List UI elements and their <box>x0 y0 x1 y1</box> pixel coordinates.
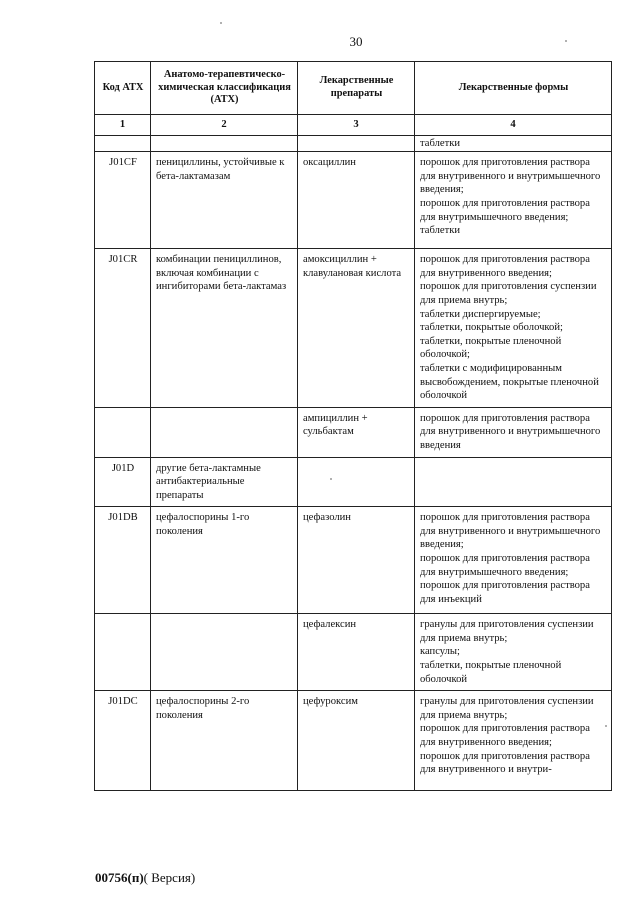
atx-code-cell: J01DC <box>95 691 151 791</box>
dosage-forms-cell <box>415 457 612 507</box>
table-body <box>95 135 612 791</box>
document-code: 00756(п) <box>95 870 144 885</box>
atx-drug-table <box>94 61 612 791</box>
document-version: ( Версия) <box>143 870 196 885</box>
drug-name-cell: ампициллин + сульбактам <box>298 407 415 457</box>
dosage-form-item: порошок для приготовления раствора для внутримышечного введения; <box>420 553 590 578</box>
atx-classification-cell <box>151 135 298 152</box>
column-number: 2 <box>151 115 298 136</box>
dosage-form-item: порошок для приготовления раствора для внутривенного и внутримышечного введения; <box>420 157 601 196</box>
column-number: 4 <box>415 115 612 136</box>
dosage-form-item: гранулы для приготовления суспензии для приема внутрь; <box>420 619 594 644</box>
table-row <box>95 135 612 152</box>
dosage-forms-cell <box>415 407 612 457</box>
atx-classification-cell: цефалоспорины 2-го поколения <box>151 691 298 791</box>
table-row <box>95 614 612 691</box>
scan-speck <box>330 478 332 480</box>
dosage-forms-cell <box>415 249 612 408</box>
dosage-form-item: порошок для приготовления раствора для внутривенного и внутримышечного введения; <box>420 512 601 551</box>
drug-name-cell: цефуроксим <box>298 691 415 791</box>
dosage-form-item: порошок для приготовления раствора для инъекций <box>420 580 590 605</box>
dosage-form-item: таблетки с модифицированным высвобождением, покрытые пленочной оболочкой <box>420 362 599 402</box>
atx-classification-cell <box>151 407 298 457</box>
dosage-form-item: порошок для приготовления раствора для внутривенного введения; <box>420 254 590 279</box>
dosage-forms-cell <box>415 135 612 152</box>
dosage-form-item: таблетки, покрытые оболочкой; <box>420 322 563 334</box>
dosage-forms-cell <box>415 614 612 691</box>
atx-code-cell: J01DB <box>95 507 151 614</box>
dosage-form-item: порошок для приготовления раствора для внутримышечного введения; <box>420 197 590 223</box>
atx-classification-cell <box>151 614 298 691</box>
table-row <box>95 691 612 791</box>
drug-name-cell <box>298 135 415 152</box>
table-row <box>95 507 612 614</box>
dosage-form-item: таблетки, покрытые пленочной оболочкой <box>420 660 562 685</box>
header-dosage-forms: Лекарственные формы <box>415 62 612 115</box>
table-row <box>95 249 612 408</box>
dosage-form-item: капсулы; <box>420 646 460 658</box>
page-number: 30 <box>349 34 363 49</box>
atx-classification-cell: цефалоспорины 1-го поколения <box>151 507 298 614</box>
header-atx-classification: Анатомо-терапевтическо-химическая классификация (АТХ) <box>151 62 298 115</box>
atx-code-cell: J01CF <box>95 152 151 249</box>
dosage-form-item: таблетки диспергируемые; <box>420 308 541 320</box>
column-number: 1 <box>95 115 151 136</box>
atx-code-cell <box>95 135 151 152</box>
dosage-forms-cell <box>415 152 612 249</box>
column-number: 3 <box>298 115 415 136</box>
scan-speck <box>605 725 607 727</box>
atx-classification-cell: пенициллины, устойчивые к бета-лактамазам <box>151 152 298 249</box>
scan-speck <box>220 22 222 24</box>
dosage-form-item: гранулы для приготовления суспензии для приема внутрь; <box>420 696 594 721</box>
header-drugs: Лекарственные препараты <box>298 62 415 115</box>
dosage-forms-cell <box>415 691 612 791</box>
header-atx-code: Код АТХ <box>95 62 151 115</box>
table-row <box>95 457 612 507</box>
column-number-row <box>95 115 612 136</box>
dosage-form-item: таблетки <box>420 137 461 149</box>
atx-classification-cell: другие бета-лактамные антибактериальные препараты <box>151 457 298 507</box>
drug-name-cell: оксациллин <box>298 152 415 249</box>
table-row <box>95 407 612 457</box>
dosage-form-item: порошок для приготовления раствора для внутривенного и внутримышечного введения <box>420 412 601 451</box>
scan-speck <box>565 40 567 42</box>
atx-code-cell <box>95 614 151 691</box>
footer <box>95 870 195 886</box>
dosage-form-item: таблетки <box>420 225 461 237</box>
table-header-row <box>95 62 612 115</box>
dosage-form-item: таблетки, покрытые пленочной оболочкой; <box>420 335 562 361</box>
drug-name-cell <box>298 457 415 507</box>
dosage-form-item: порошок для приготовления раствора для внутривенного введения; <box>420 723 590 749</box>
drug-name-cell: амоксициллин + клавулановая кислота <box>298 249 415 408</box>
atx-code-cell: J01D <box>95 457 151 507</box>
dosage-forms-cell <box>415 507 612 614</box>
table-row <box>95 152 612 249</box>
atx-code-cell <box>95 407 151 457</box>
drug-name-cell: цефалексин <box>298 614 415 691</box>
dosage-form-item: порошок для приготовления раствора для внутривенного и внутри- <box>420 750 590 776</box>
drug-name-cell: цефазолин <box>298 507 415 614</box>
dosage-form-item: порошок для приготовления суспензии для приема внутрь; <box>420 281 597 306</box>
atx-classification-cell: комбинации пенициллинов, включая комбинации с ингибиторами бета-лактамаз <box>151 249 298 408</box>
atx-code-cell: J01CR <box>95 249 151 408</box>
